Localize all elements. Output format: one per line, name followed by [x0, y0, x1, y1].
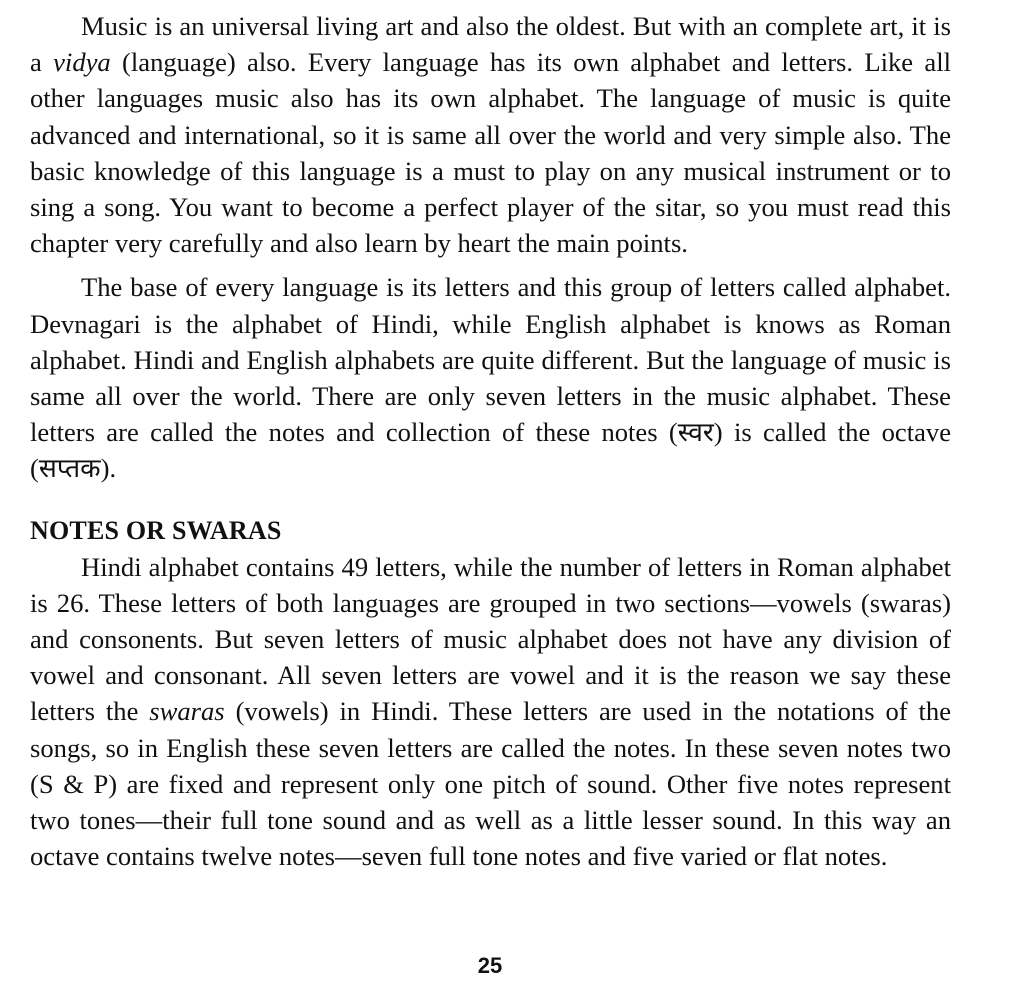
swaras-emphasis: swaras [149, 696, 225, 727]
paragraph-notes-text-cont: (vowels) in Hindi. These letters are used in the notations of the songs, so in English these seven letters are called the notes. In these seven notes two (S & P) are fixed and represent only one pitch of sound. Other five notes represent two tones—their full tone sound and as well as a little lesser sound. In this way an octave contains twelve notes—seven full tone notes and five varied or flat notes. [30, 696, 951, 872]
paragraph-alphabet: The base of every language is its letters and this group of letters called alphabet. Devnagari is the alphabet of Hindi, while English alphabet is knows as Roman alphabet. Hindi and English alphabets are quite different. But the language of music is same all over the world. There are only seven letters in the music alphabet. These letters are called the notes and collection of these notes (स्वर) is called the octave (सप्तक). [30, 272, 951, 484]
paragraph-notes-text: Hindi alphabet contains 49 letters, while the number of letters in Roman alphabet is 26. These letters of both languages are grouped in two sections—vowels (swaras) and consonents. But seven letters of music alphabet does not have any division of vowel and consonant. All seven letters are vowel and it is the reason we say these letters the [30, 551, 951, 727]
vidya-emphasis: vidya [53, 47, 111, 78]
paragraph-intro-text-cont: (language) also. Every language has its own alphabet and letters. Like all other languages music also has its own alphabet. The language of music is quite advanced and international, so it is same all over the world and very simple also. The basic knowledge of this language is a must to play on any musical instrument or to sing a song. You want to become a perfect player of the sitar, so you must read this chapter very carefully and also learn by heart the main points. [30, 47, 951, 259]
paragraph-intro-text: Music is an universal living art and also the oldest. But with an complete art, it is a [30, 11, 951, 78]
page-body [30, 8, 951, 874]
paragraph-intro [30, 8, 951, 261]
page-number: 25 [477, 953, 503, 978]
paragraph-notes [30, 549, 951, 875]
section-heading: NOTES OR SWARAS [30, 515, 282, 545]
